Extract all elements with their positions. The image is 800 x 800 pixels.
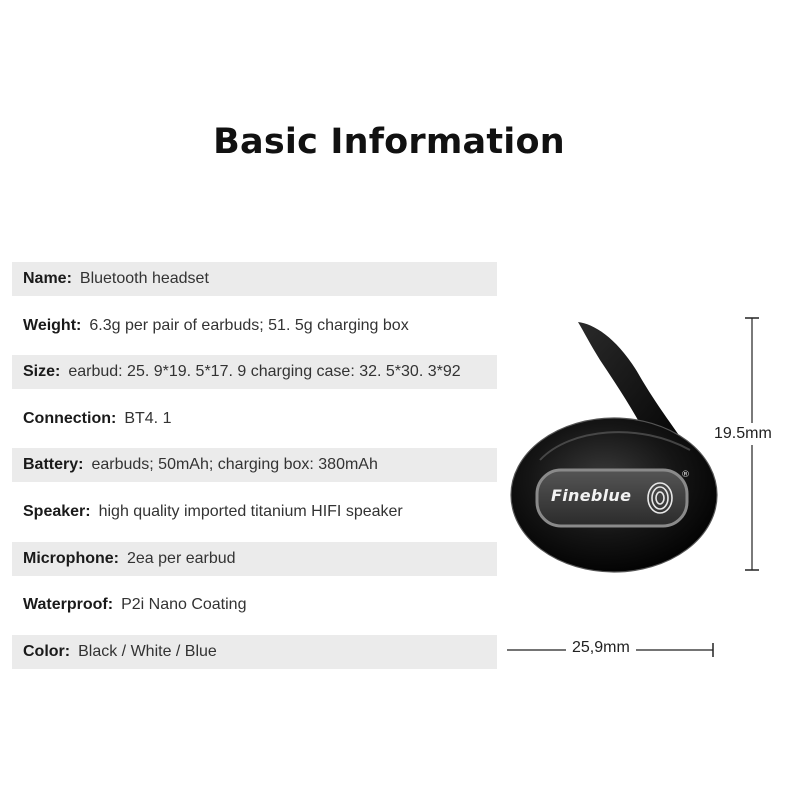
spec-row-battery xyxy=(12,448,497,482)
registered-mark: ® xyxy=(681,470,690,480)
height-dimension-line xyxy=(740,315,765,575)
spec-value: 2ea per earbud xyxy=(127,549,236,567)
spec-row-speaker xyxy=(12,495,497,529)
height-dimension-label: 19.5mm xyxy=(714,423,772,445)
page-title: Basic Information xyxy=(213,122,565,162)
spec-value: Bluetooth headset xyxy=(79,270,209,287)
spec-value: 6.3g per pair of earbuds; 51. 5g charging box xyxy=(89,316,409,334)
spec-label: Speaker: xyxy=(23,502,91,520)
spec-label: Battery: xyxy=(23,456,84,474)
spec-label: Microphone: xyxy=(23,549,119,567)
spec-value: earbuds; 50mAh; charging box: 380mAh xyxy=(91,456,378,474)
spec-row-microphone xyxy=(12,542,497,576)
spec-label: Size: xyxy=(23,363,61,381)
spec-value: BT4. 1 xyxy=(124,409,172,427)
spec-list xyxy=(12,262,497,681)
spec-row-name xyxy=(12,262,497,296)
spec-row-color xyxy=(12,635,497,669)
spec-label: Connection: xyxy=(23,409,117,427)
spec-row-weight xyxy=(12,309,497,343)
spec-row-connection xyxy=(12,402,497,436)
spec-value: high quality imported titanium HIFI speaker xyxy=(98,502,403,520)
brand-logo-text: Fineblue xyxy=(551,486,632,505)
spec-row-size xyxy=(12,355,497,389)
spec-value: earbud: 25. 9*19. 5*17. 9 charging case: 32. 5*30. 3*92 xyxy=(68,363,461,381)
earbud-image xyxy=(500,310,730,580)
spec-label: Weight: xyxy=(23,316,82,334)
spec-value: Black / White / Blue xyxy=(78,642,217,660)
spec-row-waterproof xyxy=(12,588,497,622)
spec-label: Waterproof: xyxy=(23,596,114,614)
spec-label: Color: xyxy=(23,642,71,660)
width-dimension-label: 25,9mm xyxy=(566,639,636,657)
spec-label: Name: xyxy=(23,270,72,287)
spec-value: P2i Nano Coating xyxy=(121,596,247,614)
